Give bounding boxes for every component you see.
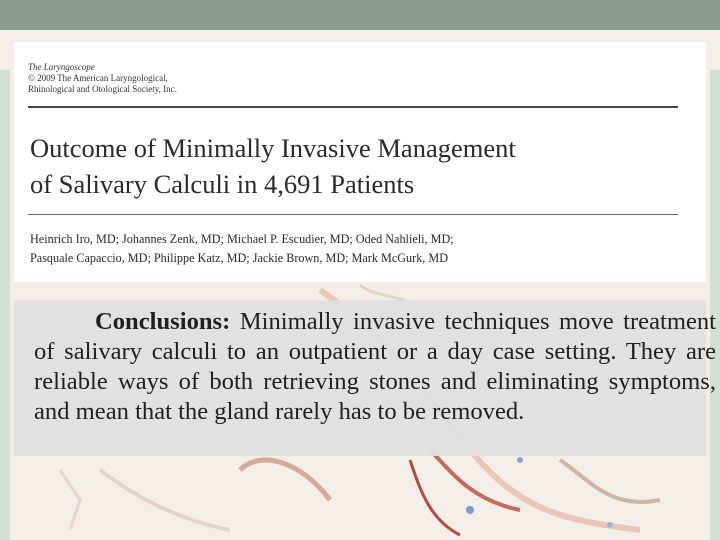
conclusions-text: Minimally invasive techniques move treatment of salivary calculi to an outpatient or a day case setting. They are reliable ways of both retrieving stones and eliminating symptoms, and mean that the gland rarely has to be removed. xyxy=(34,308,716,425)
copyright-line-1: © 2009 The American Laryngological, xyxy=(28,73,168,83)
conclusions-heading: Conclusions: xyxy=(95,308,231,335)
authors-line-1: Heinrich Iro, MD; Johannes Zenk, MD; Michael P. Escudier, MD; Oded Nahlieli, MD; xyxy=(30,232,454,246)
title-top-rule xyxy=(28,106,678,108)
copyright-line-2: Rhinological and Otological Society, Inc. xyxy=(28,84,177,94)
title-line-1: Outcome of Minimally Invasive Management xyxy=(30,133,516,163)
article-title xyxy=(30,130,690,202)
title-line-2: of Salivary Calculi in 4,691 Patients xyxy=(30,169,415,199)
authors-line-2: Pasquale Capaccio, MD; Philippe Katz, MD; Jackie Brown, MD; Mark McGurk, MD xyxy=(30,251,449,265)
conclusions-panel xyxy=(14,300,716,456)
journal-name: The Laryngoscope xyxy=(28,62,95,72)
title-bottom-rule xyxy=(28,214,678,215)
top-banner-bar xyxy=(0,0,720,30)
conclusions-paragraph xyxy=(34,307,716,427)
journal-info xyxy=(28,62,177,95)
author-list xyxy=(30,230,690,268)
